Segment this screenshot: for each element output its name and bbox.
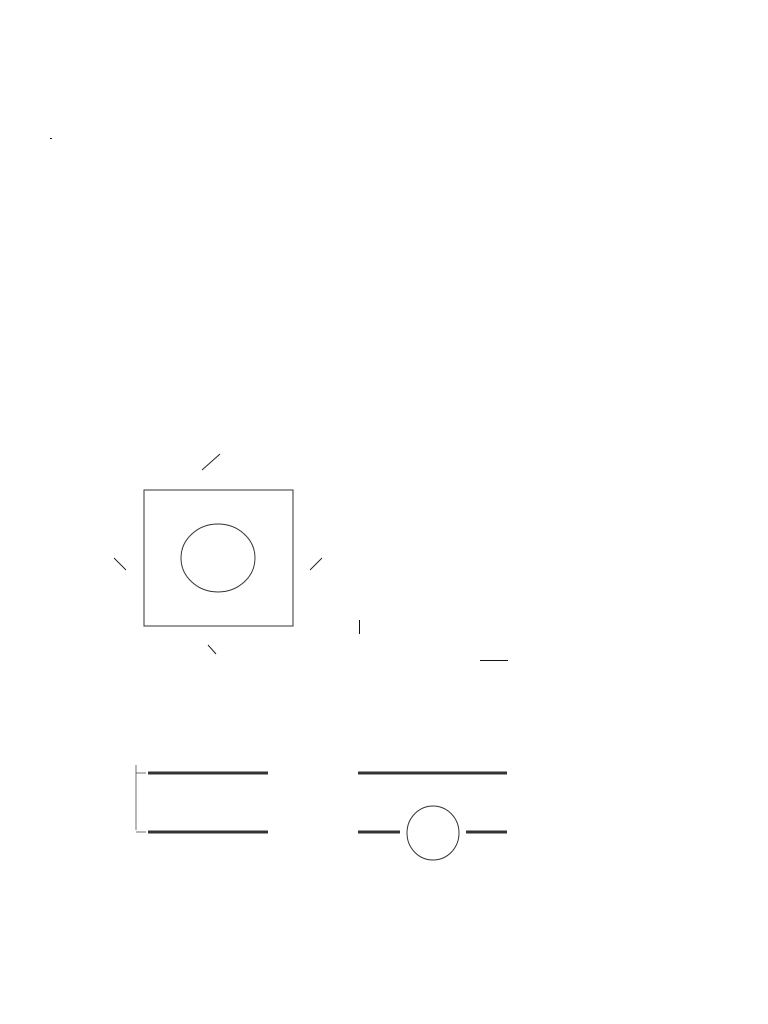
figure-a-before-excavation: [110, 748, 370, 923]
area-fraction: [50, 138, 52, 139]
question-5: [70, 698, 92, 713]
question-1: [70, 102, 92, 117]
tunnel-opening: [181, 524, 255, 592]
pv-top-leader: [202, 454, 220, 470]
question-2: [70, 210, 92, 225]
rock-square: [144, 490, 293, 626]
answer-3: [47, 373, 60, 390]
question-3: [70, 348, 92, 363]
ph-left-leader: [114, 558, 126, 570]
figure-b-after-excavation: [340, 748, 540, 923]
pv-bottom-leader: [208, 645, 216, 654]
tunnel-opening-b: [407, 806, 459, 860]
note-line-1: [358, 619, 360, 634]
stress-state-figure: [90, 440, 350, 675]
ph-right-leader: [310, 558, 322, 570]
formula-1: [47, 126, 55, 147]
question-4: [70, 397, 721, 414]
